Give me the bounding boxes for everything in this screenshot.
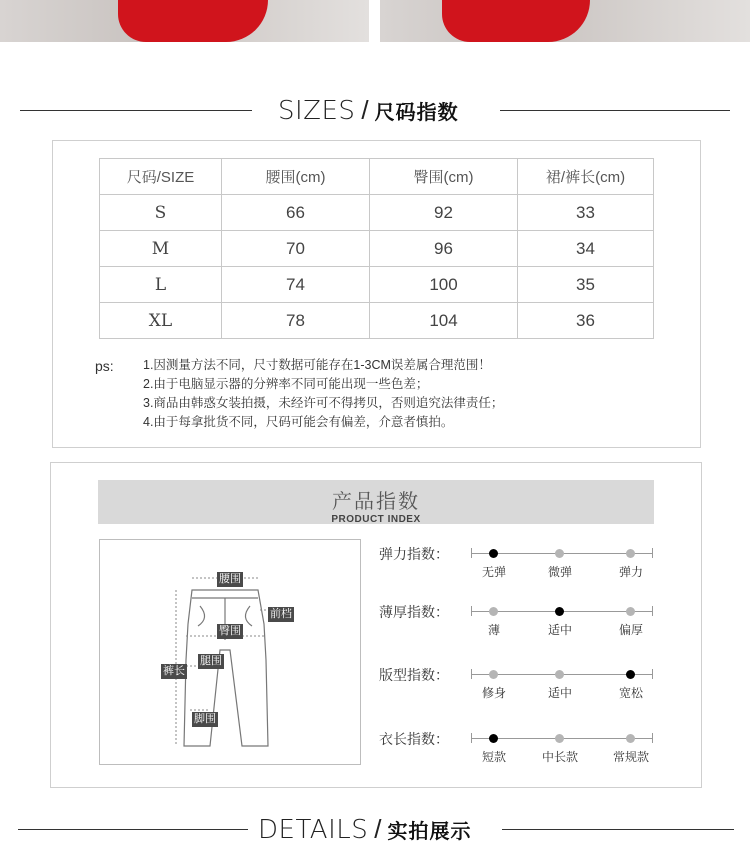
index-row-length: [376, 726, 686, 771]
index-option: 适中: [547, 686, 572, 700]
index-dot: [626, 670, 635, 679]
index-row-thickness: [376, 599, 686, 644]
index-dot: [626, 549, 635, 558]
product-index-title-en: PRODUCT INDEX: [331, 514, 421, 525]
header-cell: 裙/裤长(cm): [518, 159, 654, 195]
size-table: [99, 158, 654, 339]
product-photo-left: [0, 0, 369, 42]
index-dot: [555, 607, 564, 616]
table-cell: 104: [370, 303, 518, 339]
header-cell: 腰围(cm): [222, 159, 370, 195]
product-index-box: [50, 462, 702, 788]
index-label: 薄厚指数：: [379, 604, 449, 620]
tag-waist: 腰围: [219, 573, 241, 585]
header-cell: 尺码/SIZE: [100, 159, 222, 195]
index-dot: [555, 670, 564, 679]
index-option: 薄: [487, 623, 500, 637]
size-cell: L: [100, 267, 222, 303]
index-dot: [626, 734, 635, 743]
details-title-cn: 实拍展示: [387, 821, 472, 843]
size-cell: M: [100, 231, 222, 267]
table-row: [100, 195, 654, 231]
table-row: [100, 231, 654, 267]
table-row: [100, 303, 654, 339]
index-dot: [489, 549, 498, 558]
index-list: [376, 533, 686, 773]
index-dot: [489, 607, 498, 616]
table-cell: 70: [222, 231, 370, 267]
index-option: 短款: [481, 750, 506, 764]
index-label: 衣长指数：: [379, 731, 449, 747]
sizes-title-cn: 尺码指数: [374, 102, 459, 124]
table-cell: 92: [370, 195, 518, 231]
index-dot: [555, 734, 564, 743]
index-dot: [626, 607, 635, 616]
index-label: 版型指数：: [379, 667, 449, 683]
index-dot: [489, 670, 498, 679]
tag-hip: 臀围: [219, 625, 241, 637]
tag-hem: 脚围: [194, 713, 216, 725]
table-cell: 96: [370, 231, 518, 267]
index-dot: [489, 734, 498, 743]
product-index-bar: [98, 480, 654, 524]
index-option: 常规款: [612, 750, 649, 764]
sizes-title-slash: /: [361, 95, 369, 125]
product-photo-right: [380, 0, 750, 42]
sizes-heading: [278, 95, 459, 126]
index-row-elasticity: [376, 541, 686, 586]
table-cell: 74: [222, 267, 370, 303]
details-title-slash: /: [374, 814, 382, 844]
index-option: 宽松: [618, 686, 643, 700]
table-cell: 34: [518, 231, 654, 267]
index-option: 无弹: [481, 565, 506, 579]
details-heading: [258, 814, 472, 845]
note-line: 4.由于每拿批货不同，尺码可能会有偏差，介意者慎拍。: [143, 415, 454, 429]
tag-front-rise: 前档: [270, 608, 292, 620]
heading-rule-right: [500, 110, 730, 111]
index-option: 适中: [547, 623, 572, 637]
header-cell: 臀围(cm): [370, 159, 518, 195]
index-dot: [555, 549, 564, 558]
table-cell: 78: [222, 303, 370, 339]
table-cell: 33: [518, 195, 654, 231]
note-line: 1.因测量方法不同，尺寸数据可能存在1-3CM误差属合理范围！: [143, 358, 491, 372]
tag-thigh: 腿围: [200, 655, 222, 667]
ps-label: ps:: [95, 358, 114, 374]
tag-length: 裤长: [163, 665, 185, 677]
note-line: 2.由于电脑显示器的分辨率不同可能出现一些色差；: [143, 377, 429, 391]
index-option: 偏厚: [618, 623, 643, 637]
size-cell: XL: [100, 303, 222, 339]
table-cell: 35: [518, 267, 654, 303]
index-option: 中长款: [541, 750, 578, 764]
details-rule-left: [18, 829, 248, 830]
size-table-header: [100, 159, 654, 195]
heading-rule-left: [20, 110, 252, 111]
size-notes: [143, 356, 503, 432]
note-line: 3.商品由韩惑女装拍摄，未经许可不得拷贝，否则追究法律责任；: [143, 396, 504, 410]
details-rule-right: [502, 829, 734, 830]
details-title-en: DETAILS: [258, 815, 369, 845]
size-chart-box: [52, 140, 701, 448]
table-cell: 66: [222, 195, 370, 231]
index-label: 弹力指数：: [379, 546, 449, 562]
index-row-fit: [376, 662, 686, 707]
table-cell: 36: [518, 303, 654, 339]
size-cell: S: [100, 195, 222, 231]
product-index-title-cn: 产品指数: [332, 491, 420, 513]
index-option: 微弹: [547, 565, 572, 579]
index-option: 修身: [481, 686, 506, 700]
index-option: 弹力: [618, 565, 643, 579]
sizes-title-en: SIZES: [278, 96, 356, 126]
table-row: [100, 267, 654, 303]
table-cell: 100: [370, 267, 518, 303]
pants-diagram: [99, 539, 361, 765]
